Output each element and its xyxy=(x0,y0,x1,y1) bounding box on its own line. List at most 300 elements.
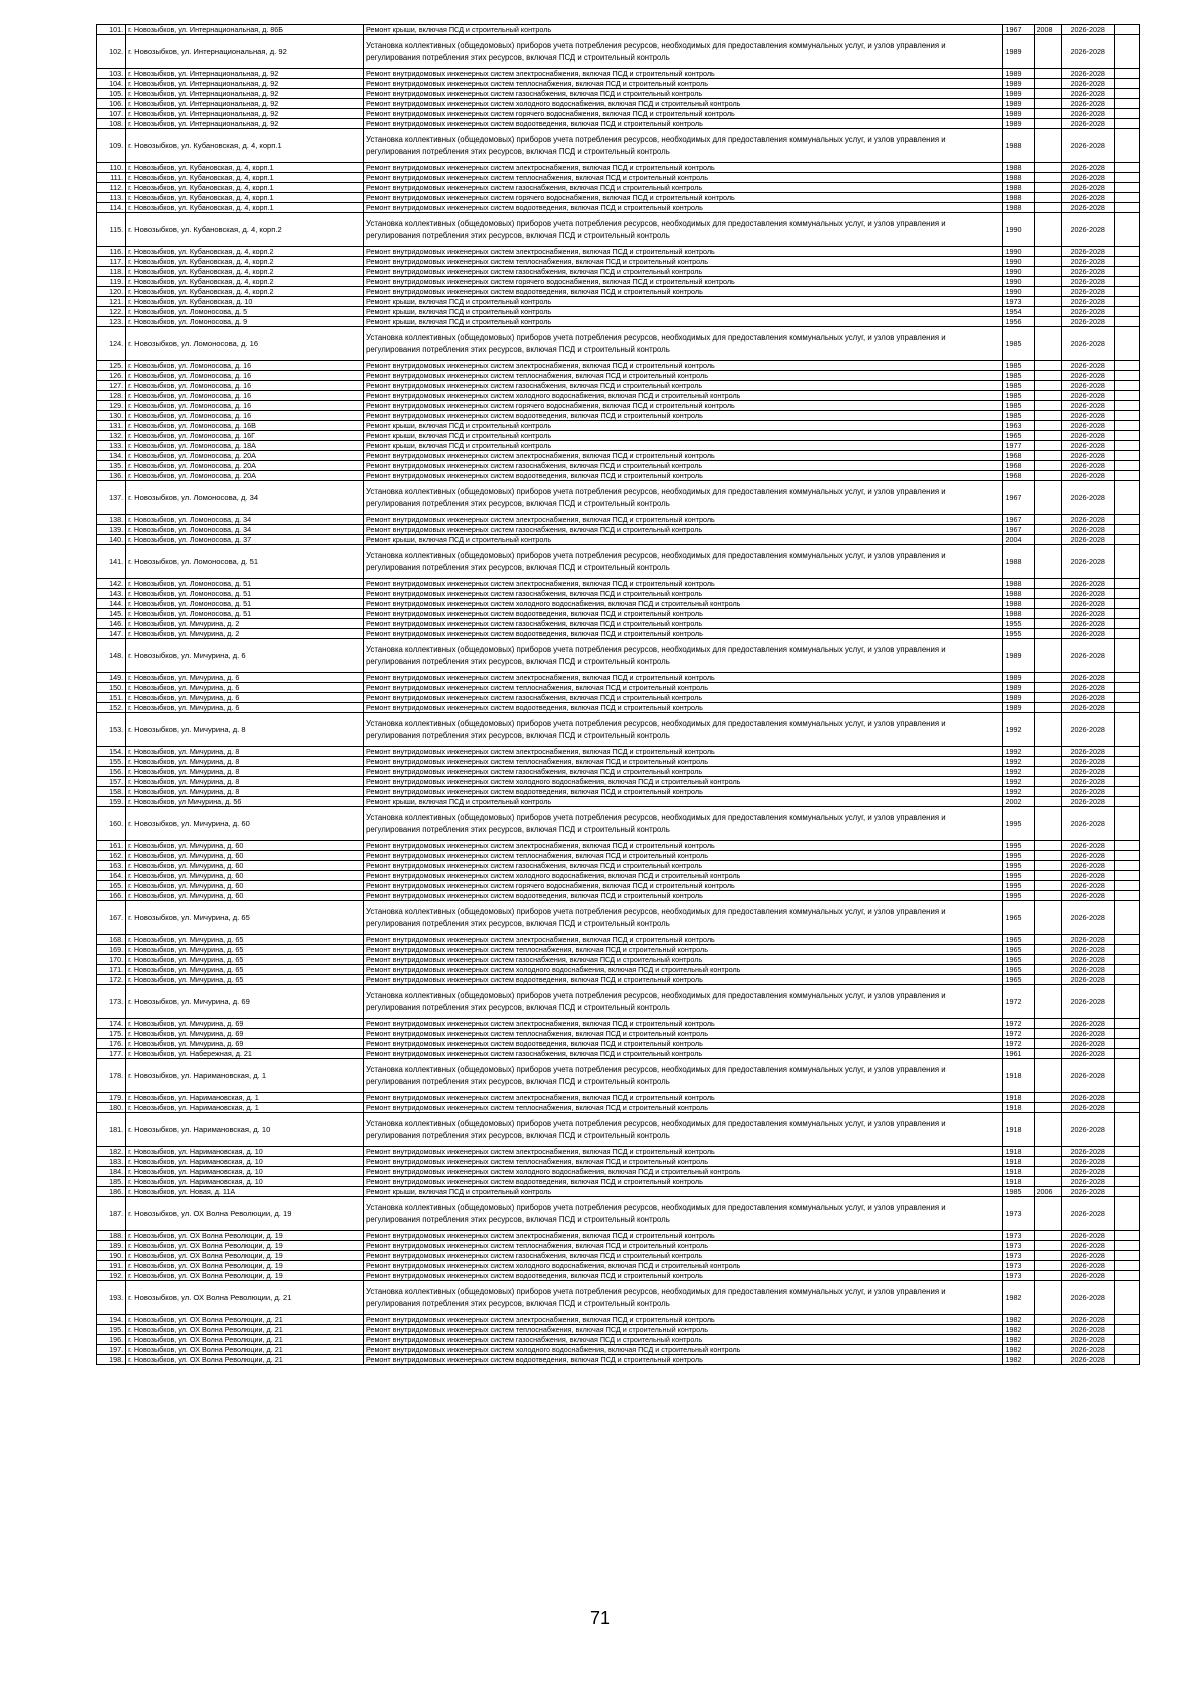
empty-cell xyxy=(1114,871,1139,881)
construction-year-cell: 1990 xyxy=(1003,213,1034,247)
repair-year-cell xyxy=(1034,535,1061,545)
row-number: 107. xyxy=(97,109,126,119)
row-number: 148. xyxy=(97,639,126,673)
table-row xyxy=(97,471,1140,481)
repair-year-cell xyxy=(1034,391,1061,401)
address-cell: г. Новозыбков, ул. Наримановская, д. 1 xyxy=(126,1093,364,1103)
construction-year-cell: 1972 xyxy=(1003,985,1034,1019)
work-description-cell: Ремонт внутридомовых инженерных систем газоснабжения, включая ПСД и строительный контроль xyxy=(364,525,1003,535)
table-row xyxy=(97,173,1140,183)
repair-year-cell xyxy=(1034,1059,1061,1093)
address-cell: г. Новозыбков, ул. Кубановская, д. 4, корп.2 xyxy=(126,257,364,267)
construction-year-cell: 1988 xyxy=(1003,545,1034,579)
construction-year-cell: 1918 xyxy=(1003,1157,1034,1167)
table-row xyxy=(97,1157,1140,1167)
construction-year-cell: 1973 xyxy=(1003,1251,1034,1261)
address-cell: г. Новозыбков, ул. ОХ Волна Революции, д. 19 xyxy=(126,1261,364,1271)
construction-year-cell: 1989 xyxy=(1003,35,1034,69)
row-number: 175. xyxy=(97,1029,126,1039)
work-description-cell: Ремонт внутридомовых инженерных систем газоснабжения, включая ПСД и строительный контроль xyxy=(364,381,1003,391)
work-description-cell: Ремонт внутридомовых инженерных систем водоотведения, включая ПСД и строительный контроль xyxy=(364,787,1003,797)
empty-cell xyxy=(1114,381,1139,391)
row-number: 117. xyxy=(97,257,126,267)
address-cell: г. Новозыбков, ул. ОХ Волна Революции, д. 21 xyxy=(126,1345,364,1355)
address-cell: г. Новозыбков, ул. Мичурина, д. 8 xyxy=(126,713,364,747)
row-number: 149. xyxy=(97,673,126,683)
work-description-cell: Ремонт внутридомовых инженерных систем газоснабжения, включая ПСД и строительный контроль xyxy=(364,767,1003,777)
row-number: 193. xyxy=(97,1281,126,1315)
repair-year-cell xyxy=(1034,703,1061,713)
planned-period-cell: 2026-2028 xyxy=(1061,297,1114,307)
construction-year-cell: 1990 xyxy=(1003,247,1034,257)
address-cell: г. Новозыбков, ул. Ломоносова, д. 51 xyxy=(126,579,364,589)
construction-year-cell: 1995 xyxy=(1003,861,1034,871)
construction-year-cell: 1963 xyxy=(1003,421,1034,431)
work-description-cell: Ремонт внутридомовых инженерных систем газоснабжения, включая ПСД и строительный контроль xyxy=(364,89,1003,99)
repair-year-cell xyxy=(1034,639,1061,673)
construction-year-cell: 1972 xyxy=(1003,1019,1034,1029)
address-cell: г. Новозыбков, ул. Ломоносова, д. 18А xyxy=(126,441,364,451)
planned-period-cell: 2026-2028 xyxy=(1061,1177,1114,1187)
row-number: 131. xyxy=(97,421,126,431)
work-description-cell: Ремонт внутридомовых инженерных систем электроснабжения, включая ПСД и строительный контроль xyxy=(364,1231,1003,1241)
empty-cell xyxy=(1114,881,1139,891)
work-description-cell: Ремонт внутридомовых инженерных систем электроснабжения, включая ПСД и строительный контроль xyxy=(364,747,1003,757)
planned-period-cell: 2026-2028 xyxy=(1061,69,1114,79)
row-number: 195. xyxy=(97,1325,126,1335)
empty-cell xyxy=(1114,1241,1139,1251)
work-description-cell: Ремонт внутридомовых инженерных систем водоотведения, включая ПСД и строительный контроль xyxy=(364,1039,1003,1049)
work-description-cell: Ремонт внутридомовых инженерных систем электроснабжения, включая ПСД и строительный контроль xyxy=(364,1093,1003,1103)
repair-year-cell xyxy=(1034,1019,1061,1029)
construction-year-cell: 1973 xyxy=(1003,1241,1034,1251)
empty-cell xyxy=(1114,1281,1139,1315)
planned-period-cell: 2026-2028 xyxy=(1061,1355,1114,1365)
address-cell: г. Новозыбков, ул. Мичурина, д. 69 xyxy=(126,1039,364,1049)
empty-cell xyxy=(1114,1177,1139,1187)
planned-period-cell: 2026-2028 xyxy=(1061,307,1114,317)
table-row xyxy=(97,1029,1140,1039)
work-description-cell: Ремонт внутридомовых инженерных систем водоотведения, включая ПСД и строительный контроль xyxy=(364,119,1003,129)
planned-period-cell: 2026-2028 xyxy=(1061,471,1114,481)
table-row xyxy=(97,1177,1140,1187)
row-number: 143. xyxy=(97,589,126,599)
empty-cell xyxy=(1114,79,1139,89)
empty-cell xyxy=(1114,1049,1139,1059)
empty-cell xyxy=(1114,1335,1139,1345)
address-cell: г. Новозыбков, ул. Ломоносова, д. 51 xyxy=(126,609,364,619)
table-row xyxy=(97,441,1140,451)
planned-period-cell: 2026-2028 xyxy=(1061,891,1114,901)
construction-year-cell: 1973 xyxy=(1003,1261,1034,1271)
empty-cell xyxy=(1114,35,1139,69)
empty-cell xyxy=(1114,1103,1139,1113)
row-number: 150. xyxy=(97,683,126,693)
construction-year-cell: 1989 xyxy=(1003,109,1034,119)
repair-year-cell xyxy=(1034,401,1061,411)
repair-year-cell xyxy=(1034,589,1061,599)
address-cell: г. Новозыбков, ул. Кубановская, д. 4, корп.2 xyxy=(126,247,364,257)
address-cell: г. Новозыбков, ул. Кубановская, д. 4, корп.1 xyxy=(126,173,364,183)
repair-year-cell xyxy=(1034,1325,1061,1335)
row-number: 185. xyxy=(97,1177,126,1187)
planned-period-cell: 2026-2028 xyxy=(1061,985,1114,1019)
construction-year-cell: 1982 xyxy=(1003,1315,1034,1325)
planned-period-cell: 2026-2028 xyxy=(1061,361,1114,371)
row-number: 120. xyxy=(97,287,126,297)
planned-period-cell: 2026-2028 xyxy=(1061,841,1114,851)
planned-period-cell: 2026-2028 xyxy=(1061,481,1114,515)
construction-year-cell: 1989 xyxy=(1003,639,1034,673)
repair-year-cell xyxy=(1034,851,1061,861)
planned-period-cell: 2026-2028 xyxy=(1061,693,1114,703)
work-description-cell: Ремонт внутридомовых инженерных систем холодного водоснабжения, включая ПСД и строительный контроль xyxy=(364,391,1003,401)
empty-cell xyxy=(1114,545,1139,579)
table-row xyxy=(97,431,1140,441)
planned-period-cell: 2026-2028 xyxy=(1061,461,1114,471)
row-number: 126. xyxy=(97,371,126,381)
empty-cell xyxy=(1114,89,1139,99)
table-row xyxy=(97,1251,1140,1261)
empty-cell xyxy=(1114,797,1139,807)
repair-year-cell xyxy=(1034,129,1061,163)
repair-year-cell xyxy=(1034,975,1061,985)
address-cell: г. Новозыбков, ул. ОХ Волна Революции, д. 21 xyxy=(126,1355,364,1365)
table-row xyxy=(97,1039,1140,1049)
address-cell: г. Новозыбков, ул. Ломоносова, д. 16 xyxy=(126,391,364,401)
address-cell: г. Новозыбков, ул. Ломоносова, д. 34 xyxy=(126,525,364,535)
planned-period-cell: 2026-2028 xyxy=(1061,1241,1114,1251)
planned-period-cell: 2026-2028 xyxy=(1061,317,1114,327)
planned-period-cell: 2026-2028 xyxy=(1061,871,1114,881)
table-row xyxy=(97,1231,1140,1241)
empty-cell xyxy=(1114,1315,1139,1325)
row-number: 136. xyxy=(97,471,126,481)
planned-period-cell: 2026-2028 xyxy=(1061,1019,1114,1029)
table-row xyxy=(97,525,1140,535)
table-row xyxy=(97,203,1140,213)
row-number: 172. xyxy=(97,975,126,985)
construction-year-cell: 1988 xyxy=(1003,203,1034,213)
construction-year-cell: 1968 xyxy=(1003,471,1034,481)
work-description-cell: Ремонт внутридомовых инженерных систем электроснабжения, включая ПСД и строительный контроль xyxy=(364,1147,1003,1157)
row-number: 129. xyxy=(97,401,126,411)
repair-year-cell xyxy=(1034,173,1061,183)
repair-year-cell xyxy=(1034,787,1061,797)
construction-year-cell: 1967 xyxy=(1003,515,1034,525)
address-cell: г. Новозыбков, ул. Интернациональная, д. 92 xyxy=(126,69,364,79)
construction-year-cell: 1918 xyxy=(1003,1059,1034,1093)
planned-period-cell: 2026-2028 xyxy=(1061,267,1114,277)
work-description-cell: Установка коллективных (общедомовых) приборов учета потребления ресурсов, необходимых для предоставления коммунальных услуг, и узлов управления и регулирования потребления этих ресурсов, включая ПСД и строительный контроль xyxy=(364,1197,1003,1231)
construction-year-cell: 1973 xyxy=(1003,1231,1034,1241)
table-row xyxy=(97,277,1140,287)
table-row xyxy=(97,1059,1140,1093)
repair-year-cell xyxy=(1034,599,1061,609)
repair-year-cell xyxy=(1034,871,1061,881)
empty-cell xyxy=(1114,361,1139,371)
empty-cell xyxy=(1114,451,1139,461)
construction-year-cell: 1988 xyxy=(1003,193,1034,203)
row-number: 163. xyxy=(97,861,126,871)
row-number: 178. xyxy=(97,1059,126,1093)
work-description-cell: Установка коллективных (общедомовых) приборов учета потребления ресурсов, необходимых для предоставления коммунальных услуг, и узлов управления и регулирования потребления этих ресурсов, включая ПСД и строительный контроль xyxy=(364,545,1003,579)
planned-period-cell: 2026-2028 xyxy=(1061,203,1114,213)
repair-year-cell xyxy=(1034,757,1061,767)
address-cell: г. Новозыбков, ул. Наримановская, д. 10 xyxy=(126,1157,364,1167)
table-row xyxy=(97,673,1140,683)
repair-year-cell xyxy=(1034,881,1061,891)
table-row xyxy=(97,807,1140,841)
repair-year-cell xyxy=(1034,1029,1061,1039)
repair-year-cell xyxy=(1034,955,1061,965)
repair-year-cell xyxy=(1034,1271,1061,1281)
work-description-cell: Ремонт внутридомовых инженерных систем холодного водоснабжения, включая ПСД и строительный контроль xyxy=(364,1167,1003,1177)
construction-year-cell: 1985 xyxy=(1003,361,1034,371)
row-number: 103. xyxy=(97,69,126,79)
planned-period-cell: 2026-2028 xyxy=(1061,25,1114,35)
planned-period-cell: 2026-2028 xyxy=(1061,431,1114,441)
row-number: 135. xyxy=(97,461,126,471)
address-cell: г. Новозыбков, ул. Ломоносова, д. 16Г xyxy=(126,431,364,441)
row-number: 165. xyxy=(97,881,126,891)
table-row xyxy=(97,683,1140,693)
repair-year-cell xyxy=(1034,683,1061,693)
repair-year-cell xyxy=(1034,965,1061,975)
empty-cell xyxy=(1114,693,1139,703)
empty-cell xyxy=(1114,327,1139,361)
planned-period-cell: 2026-2028 xyxy=(1061,1049,1114,1059)
construction-year-cell: 1992 xyxy=(1003,713,1034,747)
table-row xyxy=(97,79,1140,89)
planned-period-cell: 2026-2028 xyxy=(1061,777,1114,787)
repair-year-cell xyxy=(1034,1241,1061,1251)
construction-year-cell: 1989 xyxy=(1003,89,1034,99)
work-description-cell: Установка коллективных (общедомовых) приборов учета потребления ресурсов, необходимых для предоставления коммунальных услуг, и узлов управления и регулирования потребления этих ресурсов, включая ПСД и строительный контроль xyxy=(364,327,1003,361)
construction-year-cell: 1918 xyxy=(1003,1167,1034,1177)
work-description-cell: Ремонт внутридомовых инженерных систем водоотведения, включая ПСД и строительный контроль xyxy=(364,609,1003,619)
repair-year-cell xyxy=(1034,79,1061,89)
table-row xyxy=(97,247,1140,257)
construction-year-cell: 1992 xyxy=(1003,767,1034,777)
work-description-cell: Ремонт крыши, включая ПСД и строительный контроль xyxy=(364,25,1003,35)
work-description-cell: Ремонт внутридомовых инженерных систем горячего водоснабжения, включая ПСД и строительный контроль xyxy=(364,277,1003,287)
planned-period-cell: 2026-2028 xyxy=(1061,1281,1114,1315)
construction-year-cell: 1988 xyxy=(1003,163,1034,173)
row-number: 101. xyxy=(97,25,126,35)
work-description-cell: Ремонт внутридомовых инженерных систем газоснабжения, включая ПСД и строительный контроль xyxy=(364,461,1003,471)
empty-cell xyxy=(1114,317,1139,327)
planned-period-cell: 2026-2028 xyxy=(1061,1325,1114,1335)
work-description-cell: Ремонт внутридомовых инженерных систем водоотведения, включая ПСД и строительный контроль xyxy=(364,203,1003,213)
address-cell: г. Новозыбков, ул. ОХ Волна Революции, д. 19 xyxy=(126,1231,364,1241)
empty-cell xyxy=(1114,99,1139,109)
row-number: 130. xyxy=(97,411,126,421)
construction-year-cell: 1995 xyxy=(1003,841,1034,851)
table-row xyxy=(97,767,1140,777)
work-description-cell: Установка коллективных (общедомовых) приборов учета потребления ресурсов, необходимых для предоставления коммунальных услуг, и узлов управления и регулирования потребления этих ресурсов, включая ПСД и строительный контроль xyxy=(364,1059,1003,1093)
row-number: 183. xyxy=(97,1157,126,1167)
address-cell: г. Новозыбков, ул. Интернациональная, д. 86Б xyxy=(126,25,364,35)
planned-period-cell: 2026-2028 xyxy=(1061,881,1114,891)
table-row xyxy=(97,851,1140,861)
planned-period-cell: 2026-2028 xyxy=(1061,277,1114,287)
table-row xyxy=(97,639,1140,673)
row-number: 124. xyxy=(97,327,126,361)
table-row xyxy=(97,257,1140,267)
address-cell: г. Новозыбков, ул. Ломоносова, д. 16 xyxy=(126,411,364,421)
empty-cell xyxy=(1114,777,1139,787)
empty-cell xyxy=(1114,1059,1139,1093)
table-row xyxy=(97,841,1140,851)
planned-period-cell: 2026-2028 xyxy=(1061,451,1114,461)
empty-cell xyxy=(1114,985,1139,1019)
construction-year-cell: 1989 xyxy=(1003,693,1034,703)
address-cell: г. Новозыбков, ул. Ломоносова, д. 20А xyxy=(126,461,364,471)
address-cell: г. Новозыбков, ул. Ломоносова, д. 9 xyxy=(126,317,364,327)
empty-cell xyxy=(1114,683,1139,693)
repair-year-cell xyxy=(1034,1315,1061,1325)
address-cell: г. Новозыбков, ул. Ломоносова, д. 20А xyxy=(126,451,364,461)
address-cell: г. Новозыбков, ул. Мичурина, д. 65 xyxy=(126,901,364,935)
planned-period-cell: 2026-2028 xyxy=(1061,955,1114,965)
row-number: 171. xyxy=(97,965,126,975)
repair-year-cell xyxy=(1034,327,1061,361)
work-description-cell: Ремонт крыши, включая ПСД и строительный контроль xyxy=(364,1187,1003,1197)
repair-year-cell xyxy=(1034,891,1061,901)
table-row xyxy=(97,287,1140,297)
planned-period-cell: 2026-2028 xyxy=(1061,1039,1114,1049)
planned-period-cell: 2026-2028 xyxy=(1061,401,1114,411)
empty-cell xyxy=(1114,1271,1139,1281)
address-cell: г. Новозыбков, ул. Ломоносова, д. 16В xyxy=(126,421,364,431)
table-row xyxy=(97,163,1140,173)
empty-cell xyxy=(1114,25,1139,35)
row-number: 110. xyxy=(97,163,126,173)
construction-year-cell: 1982 xyxy=(1003,1355,1034,1365)
planned-period-cell: 2026-2028 xyxy=(1061,535,1114,545)
table-row xyxy=(97,307,1140,317)
repair-year-cell xyxy=(1034,841,1061,851)
empty-cell xyxy=(1114,713,1139,747)
construction-year-cell: 1988 xyxy=(1003,183,1034,193)
construction-year-cell: 1982 xyxy=(1003,1335,1034,1345)
table-row xyxy=(97,629,1140,639)
empty-cell xyxy=(1114,411,1139,421)
repair-year-cell xyxy=(1034,361,1061,371)
work-description-cell: Ремонт крыши, включая ПСД и строительный контроль xyxy=(364,431,1003,441)
table-row xyxy=(97,871,1140,881)
planned-period-cell: 2026-2028 xyxy=(1061,713,1114,747)
work-description-cell: Ремонт внутридомовых инженерных систем газоснабжения, включая ПСД и строительный контроль xyxy=(364,693,1003,703)
address-cell: г. Новозыбков, ул. Кубановская, д. 4, корп.1 xyxy=(126,203,364,213)
construction-year-cell: 1956 xyxy=(1003,317,1034,327)
address-cell: г. Новозыбков, ул. Мичурина, д. 60 xyxy=(126,881,364,891)
construction-year-cell: 1955 xyxy=(1003,629,1034,639)
table-row xyxy=(97,757,1140,767)
work-description-cell: Ремонт внутридомовых инженерных систем холодного водоснабжения, включая ПСД и строительный контроль xyxy=(364,777,1003,787)
work-description-cell: Ремонт внутридомовых инженерных систем холодного водоснабжения, включая ПСД и строительный контроль xyxy=(364,1345,1003,1355)
repair-year-cell xyxy=(1034,673,1061,683)
planned-period-cell: 2026-2028 xyxy=(1061,807,1114,841)
construction-year-cell: 1982 xyxy=(1003,1325,1034,1335)
repair-year-cell xyxy=(1034,525,1061,535)
address-cell: г. Новозыбков, ул. Мичурина, д. 8 xyxy=(126,747,364,757)
row-number: 112. xyxy=(97,183,126,193)
work-description-cell: Ремонт внутридомовых инженерных систем газоснабжения, включая ПСД и строительный контроль xyxy=(364,861,1003,871)
address-cell: г. Новозыбков, ул. Мичурина, д. 6 xyxy=(126,683,364,693)
repair-year-cell xyxy=(1034,1355,1061,1365)
address-cell: г. Новозыбков, ул. Мичурина, д. 60 xyxy=(126,807,364,841)
empty-cell xyxy=(1114,975,1139,985)
construction-year-cell: 1965 xyxy=(1003,955,1034,965)
table-row xyxy=(97,1019,1140,1029)
planned-period-cell: 2026-2028 xyxy=(1061,421,1114,431)
table-row xyxy=(97,945,1140,955)
repair-year-cell xyxy=(1034,183,1061,193)
empty-cell xyxy=(1114,1187,1139,1197)
construction-year-cell: 2002 xyxy=(1003,797,1034,807)
address-cell: г. Новозыбков, ул. Ломоносова, д. 51 xyxy=(126,545,364,579)
table-row xyxy=(97,713,1140,747)
table-row xyxy=(97,1113,1140,1147)
address-cell: г. Новозыбков, ул. Мичурина, д. 6 xyxy=(126,639,364,673)
table-row xyxy=(97,451,1140,461)
row-number: 134. xyxy=(97,451,126,461)
empty-cell xyxy=(1114,431,1139,441)
table-row xyxy=(97,1093,1140,1103)
empty-cell xyxy=(1114,619,1139,629)
construction-year-cell: 1967 xyxy=(1003,481,1034,515)
address-cell: г. Новозыбков, ул. Мичурина, д. 6 xyxy=(126,673,364,683)
table-row xyxy=(97,535,1140,545)
construction-year-cell: 1990 xyxy=(1003,267,1034,277)
repair-year-cell xyxy=(1034,1335,1061,1345)
row-number: 118. xyxy=(97,267,126,277)
empty-cell xyxy=(1114,901,1139,935)
row-number: 121. xyxy=(97,297,126,307)
empty-cell xyxy=(1114,1093,1139,1103)
address-cell: г. Новозыбков, ул. Ломоносова, д. 16 xyxy=(126,327,364,361)
row-number: 144. xyxy=(97,599,126,609)
work-description-cell: Установка коллективных (общедомовых) приборов учета потребления ресурсов, необходимых для предоставления коммунальных услуг, и узлов управления и регулирования потребления этих ресурсов, включая ПСД и строительный контроль xyxy=(364,1281,1003,1315)
table-row xyxy=(97,1345,1140,1355)
address-cell: г. Новозыбков, ул. Мичурина, д. 60 xyxy=(126,891,364,901)
row-number: 180. xyxy=(97,1103,126,1113)
repair-year-cell xyxy=(1034,747,1061,757)
repair-year-cell xyxy=(1034,69,1061,79)
empty-cell xyxy=(1114,421,1139,431)
work-description-cell: Ремонт крыши, включая ПСД и строительный контроль xyxy=(364,297,1003,307)
table-row xyxy=(97,297,1140,307)
table-row xyxy=(97,69,1140,79)
row-number: 151. xyxy=(97,693,126,703)
address-cell: г. Новозыбков, ул. Ломоносова, д. 34 xyxy=(126,481,364,515)
repair-year-cell xyxy=(1034,619,1061,629)
repair-year-cell xyxy=(1034,1261,1061,1271)
address-cell: г. Новозыбков, ул. Ломоносова, д. 16 xyxy=(126,361,364,371)
repair-year-cell xyxy=(1034,985,1061,1019)
address-cell: г. Новозыбков, ул. Мичурина, д. 8 xyxy=(126,767,364,777)
row-number: 119. xyxy=(97,277,126,287)
empty-cell xyxy=(1114,787,1139,797)
construction-year-cell: 1989 xyxy=(1003,683,1034,693)
planned-period-cell: 2026-2028 xyxy=(1061,599,1114,609)
address-cell: г. Новозыбков, ул. Кубановская, д. 4, корп.1 xyxy=(126,129,364,163)
work-description-cell: Ремонт внутридомовых инженерных систем электроснабжения, включая ПСД и строительный контроль xyxy=(364,841,1003,851)
work-description-cell: Ремонт внутридомовых инженерных систем электроснабжения, включая ПСД и строительный контроль xyxy=(364,935,1003,945)
construction-year-cell: 1995 xyxy=(1003,851,1034,861)
